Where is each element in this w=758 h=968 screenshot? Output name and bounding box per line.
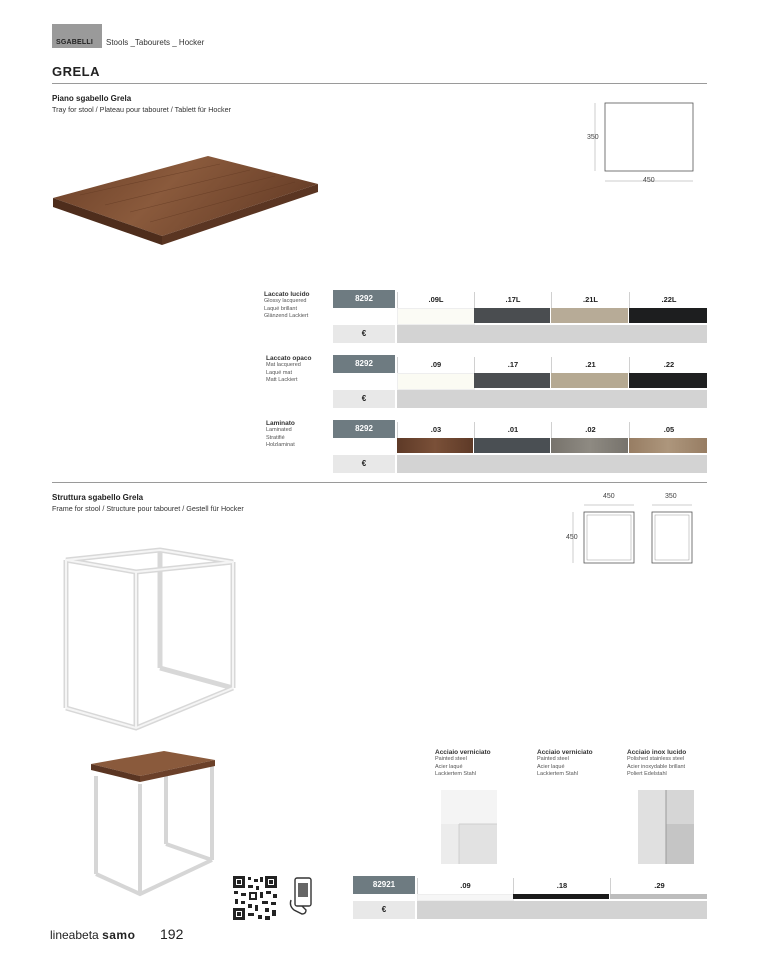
variant-label: .09L bbox=[397, 292, 474, 308]
footer-brand bbox=[50, 928, 135, 942]
finish-glossy-label bbox=[264, 291, 330, 321]
finish-translation: Laminated bbox=[266, 427, 292, 433]
frame-product-code: 82921 bbox=[353, 876, 415, 894]
material-name: Acciaio verniciato bbox=[435, 749, 491, 756]
finish-translation: Mat lacquered bbox=[266, 362, 301, 368]
smartphone-scan-icon bbox=[288, 876, 316, 916]
material-translation: Painted steel bbox=[537, 756, 569, 762]
finish-translation: Laqué mat bbox=[266, 369, 292, 376]
finish-translation: Glänzend Lackiert bbox=[264, 313, 309, 319]
price-row bbox=[397, 325, 707, 343]
tray-section-subtitle: Tray for stool / Plateau pour tabouret / Tablett für Hocker bbox=[52, 105, 231, 114]
finish-translation: Laqué brillant bbox=[264, 305, 298, 312]
currency-cell: € bbox=[333, 325, 395, 343]
material-translation: Polished stainless steel bbox=[627, 756, 685, 762]
qr-code-icon[interactable] bbox=[232, 875, 278, 921]
white-frame-image bbox=[58, 540, 248, 735]
color-swatch bbox=[474, 373, 550, 388]
brand-name: samo bbox=[102, 928, 136, 942]
frame-variant-label: .18 bbox=[513, 878, 610, 894]
variant-label: .05 bbox=[629, 422, 708, 438]
frame-variant-label: .09 bbox=[417, 878, 513, 894]
variant-label: .03 bbox=[397, 422, 474, 438]
wood-swatch bbox=[397, 438, 473, 453]
stool-with-tray-image bbox=[88, 748, 220, 900]
product-code: 8292 bbox=[333, 290, 395, 308]
color-swatch bbox=[474, 308, 550, 323]
frame-dim-height: 450 bbox=[566, 534, 578, 541]
tray-dimension-drawing bbox=[585, 98, 705, 188]
material-translation: Lackiertem Stahl bbox=[537, 771, 578, 777]
product-code: 8292 bbox=[333, 420, 395, 438]
frame-variant-label: .29 bbox=[610, 878, 708, 894]
page-number: 192 bbox=[160, 926, 184, 942]
finish-name: Laccato lucido bbox=[264, 291, 310, 298]
variant-label: .21L bbox=[551, 292, 629, 308]
frame-dim-front-width: 450 bbox=[603, 493, 615, 500]
wood-swatch bbox=[629, 438, 707, 453]
variant-label: .21 bbox=[551, 357, 629, 373]
finish-laminate-label bbox=[266, 420, 332, 450]
tray-section-title: Piano sgabello Grela bbox=[52, 94, 132, 103]
frame-currency-cell: € bbox=[353, 901, 415, 919]
color-swatch bbox=[551, 373, 628, 388]
material-painted-1-label bbox=[435, 749, 515, 779]
stainless-steel-sample-image bbox=[638, 790, 694, 864]
brand-line: lineabeta bbox=[50, 928, 99, 942]
currency-cell: € bbox=[333, 390, 395, 408]
variant-label: .17 bbox=[474, 357, 551, 373]
frame-color-swatch bbox=[513, 894, 609, 899]
finish-name: Laminato bbox=[266, 420, 295, 427]
page-title: GRELA bbox=[52, 64, 100, 79]
material-name: Acciaio verniciato bbox=[537, 749, 593, 756]
tray-dim-width: 450 bbox=[643, 177, 655, 184]
material-name: Acciaio inox lucido bbox=[627, 749, 687, 756]
frame-color-swatch bbox=[417, 894, 514, 901]
material-translation: Acier inoxydable brillant bbox=[627, 763, 686, 770]
white-steel-sample-image bbox=[441, 790, 497, 864]
finish-translation: Stratifié bbox=[266, 434, 285, 441]
variant-label: .22 bbox=[629, 357, 708, 373]
frame-section-title: Struttura sgabello Grela bbox=[52, 493, 144, 502]
material-translation: Acier laqué bbox=[537, 763, 565, 770]
wood-swatch bbox=[551, 438, 628, 453]
frame-dim-side-width: 350 bbox=[665, 493, 677, 500]
material-translation: Lackiertem Stahl bbox=[435, 771, 476, 777]
color-swatch bbox=[551, 308, 628, 323]
currency-cell: € bbox=[333, 455, 395, 473]
frame-section-subtitle: Frame for stool / Structure pour tabouret / Gestell für Hocker bbox=[52, 504, 244, 513]
frame-dimension-drawing bbox=[566, 497, 708, 569]
frame-price-row bbox=[417, 901, 707, 919]
category-tag bbox=[52, 24, 102, 48]
title-divider bbox=[52, 83, 707, 84]
color-swatch bbox=[629, 373, 707, 388]
frame-color-swatch bbox=[610, 894, 707, 899]
color-swatch bbox=[397, 308, 475, 325]
variant-label: .01 bbox=[474, 422, 551, 438]
finish-translation: Holzlaminat bbox=[266, 442, 295, 448]
color-swatch bbox=[629, 308, 707, 323]
material-stainless-label bbox=[627, 749, 709, 779]
finish-matt-label bbox=[266, 355, 332, 385]
price-row bbox=[397, 390, 707, 408]
wooden-tray-image bbox=[50, 150, 325, 250]
material-translation: Painted steel bbox=[435, 756, 467, 762]
variant-label: .02 bbox=[551, 422, 629, 438]
category-tag-label: SGABELLI bbox=[56, 39, 93, 46]
product-code: 8292 bbox=[333, 355, 395, 373]
variant-label: .22L bbox=[629, 292, 708, 308]
variant-label: .09 bbox=[397, 357, 474, 373]
finish-translation: Matt Lackiert bbox=[266, 377, 298, 383]
material-translation: Poliert Edelstahl bbox=[627, 771, 667, 777]
wood-swatch bbox=[474, 438, 550, 453]
variant-label: .17L bbox=[474, 292, 551, 308]
breadcrumb: Stools _Tabourets _ Hocker bbox=[106, 38, 205, 47]
section-divider bbox=[52, 482, 707, 483]
finish-name: Laccato opaco bbox=[266, 355, 312, 362]
color-swatch bbox=[397, 373, 475, 390]
price-row bbox=[397, 455, 707, 473]
finish-translation: Glossy lacquered bbox=[264, 298, 307, 304]
material-painted-2-label bbox=[537, 749, 617, 779]
material-translation: Acier laqué bbox=[435, 763, 463, 770]
tray-dim-height: 350 bbox=[587, 134, 599, 141]
